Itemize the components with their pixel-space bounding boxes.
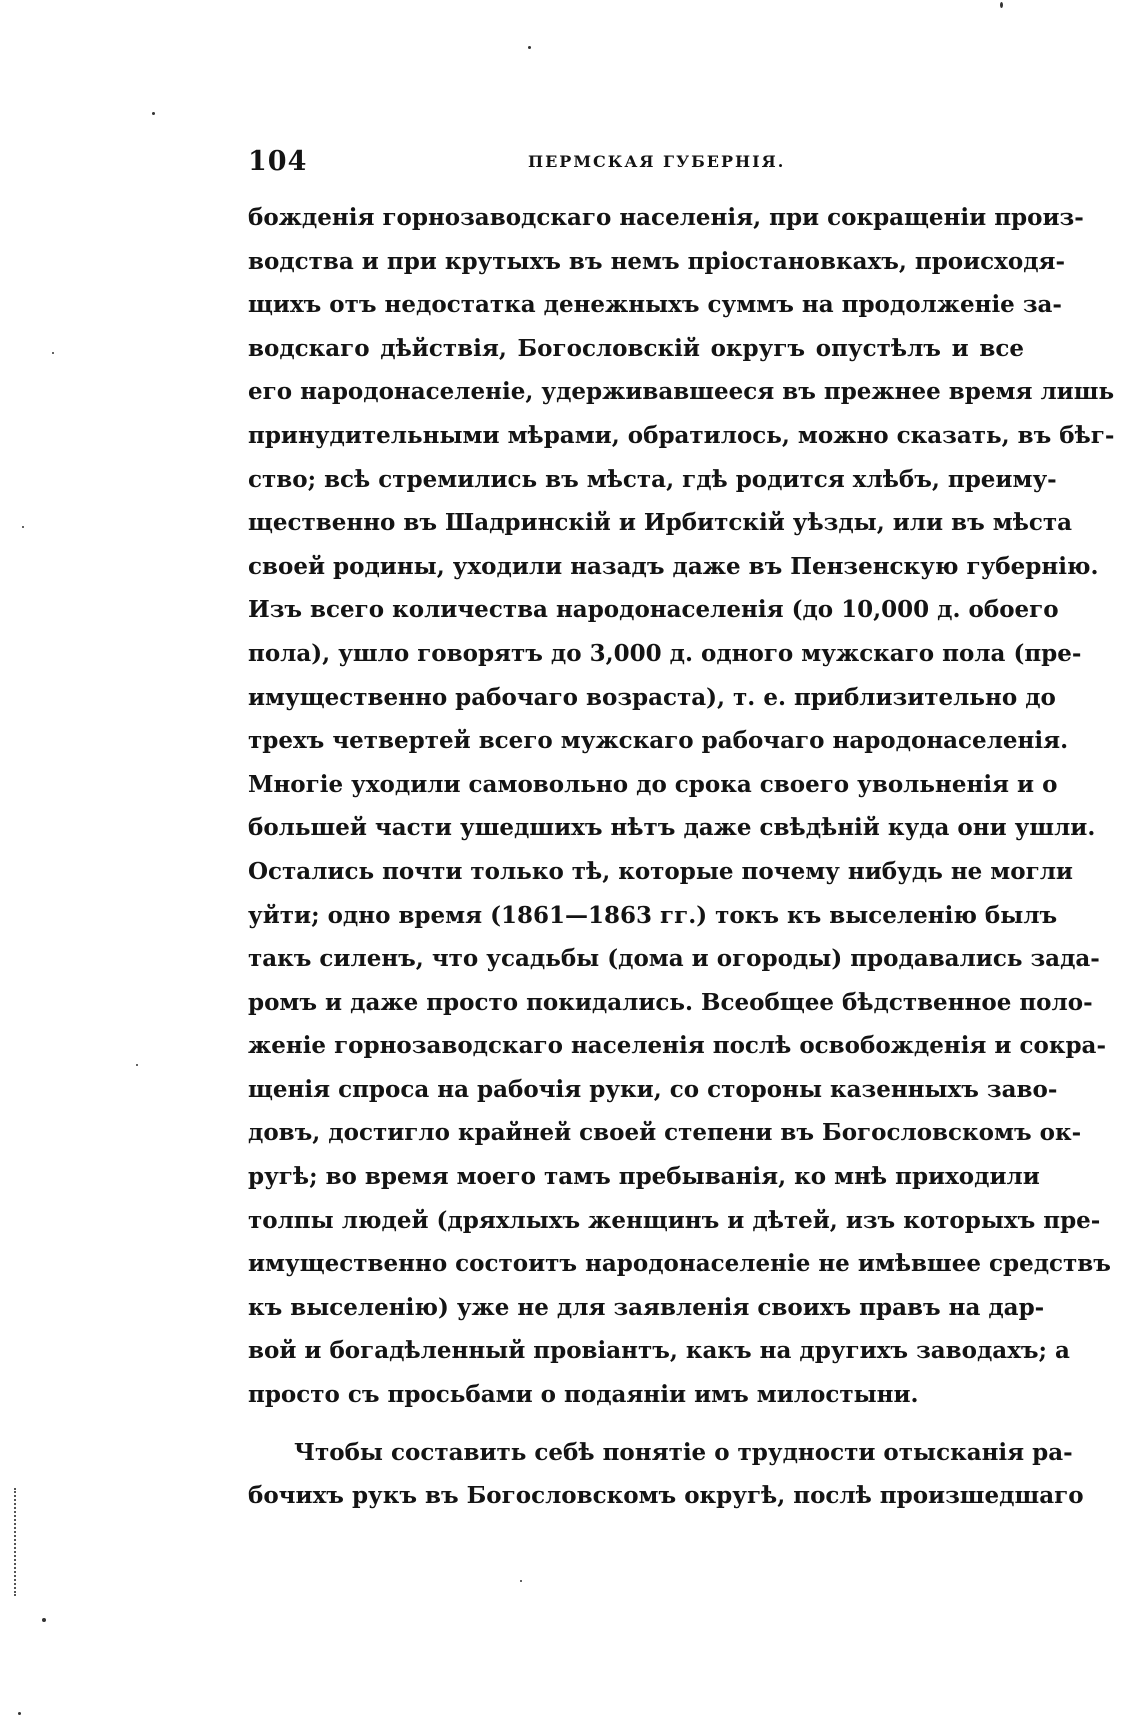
text-line: принудительными мѣрами, обратилось, можно сказать, въ бѣг- — [248, 421, 1115, 449]
paragraph-1 — [248, 196, 1115, 1417]
text-line: большей части ушедшихъ нѣтъ даже свѣдѣній куда они ушли. — [248, 814, 1096, 842]
page-header — [248, 146, 1024, 186]
scan-speck — [520, 1580, 522, 1582]
text-line: толпы людей (дряхлыхъ женщинъ и дѣтей, изъ которыхъ пре- — [248, 1206, 1101, 1234]
paragraph-2 — [248, 1431, 1084, 1518]
text-line: Многіе уходили самовольно до срока своего увольненія и о — [248, 770, 1058, 798]
text-line: имущественно состоитъ народонаселеніе не имѣвшее средствъ — [248, 1250, 1111, 1278]
text-line: имущественно рабочаго возраста), т. е. приблизительно до — [248, 683, 1056, 711]
scan-speck — [18, 1712, 21, 1715]
running-head: ПЕРМСКАЯ ГУБЕРНІЯ. — [528, 152, 786, 171]
text-line: божденія горнозаводскаго населенія, при сокращеніи произ- — [248, 204, 1084, 231]
text-line: бочихъ рукъ въ Богословскомъ округѣ, послѣ произшедшаго — [248, 1482, 1084, 1510]
text-line: довъ, достигло крайней своей степени въ Богословскомъ ок- — [248, 1119, 1082, 1147]
text-line: женіе горнозаводскаго населенія послѣ освобожденія и сокра- — [248, 1032, 1106, 1060]
text-line: пола), ушло говорятъ до 3,000 д. одного мужскаго пола (пре- — [248, 639, 1082, 667]
text-line: Остались почти только тѣ, которые почему нибудь не могли — [248, 857, 1073, 885]
body-text — [248, 196, 1115, 1518]
text-line: своей родины, уходили назадъ даже въ Пензенскую губернію. — [248, 552, 1099, 580]
scan-speck — [52, 352, 54, 354]
text-line: водскаго дѣйствія, Богословскій округъ опустѣлъ и все — [248, 334, 1024, 362]
text-line: къ выселенію) уже не для заявленія своихъ правъ на дар- — [248, 1293, 1045, 1321]
scan-edge-mark — [14, 1488, 20, 1596]
text-line: щенія спроса на рабочія руки, со стороны казенныхъ заво- — [248, 1075, 1058, 1103]
scan-speck — [528, 46, 531, 49]
text-line: щественно въ Шадринскій и Ирбитскій уѣзды, или въ мѣста — [248, 509, 1073, 537]
paragraph-gap — [248, 1417, 1024, 1431]
scan-speck — [42, 1618, 46, 1622]
text-line: ство; всѣ стремились въ мѣста, гдѣ родится хлѣбъ, преиму- — [248, 465, 1057, 493]
text-line: его народонаселеніе, удерживавшееся въ прежнее время лишь — [248, 378, 1115, 406]
page-number: 104 — [248, 146, 308, 177]
text-line: ругѣ; во время моего тамъ пребыванія, ко мнѣ приходили — [248, 1163, 1040, 1191]
text-line: просто съ просьбами о подаяніи имъ милостыни. — [248, 1381, 919, 1409]
scan-speck — [1000, 2, 1003, 8]
text-line: водства и при крутыхъ въ немъ пріостановкахъ, происходя- — [248, 247, 1066, 275]
text-line: трехъ четвертей всего мужскаго рабочаго народонаселенія. — [248, 727, 1069, 755]
text-line: Чтобы составить себѣ понятіе о трудности отысканія ра- — [294, 1438, 1073, 1466]
text-line: вой и богадѣленный провіантъ, какъ на другихъ заводахъ; а — [248, 1337, 1070, 1365]
text-line: ромъ и даже просто покидались. Всеобщее бѣдственное поло- — [248, 988, 1093, 1016]
scan-speck — [22, 526, 24, 528]
text-line: такъ силенъ, что усадьбы (дома и огороды) продавались зада- — [248, 945, 1100, 973]
scan-speck — [152, 112, 155, 115]
scan-speck — [136, 1064, 138, 1066]
text-line: щихъ отъ недостатка денежныхъ суммъ на продолженіе за- — [248, 291, 1062, 319]
text-line: Изъ всего количества народонаселенія (до 10,000 д. обоего — [248, 596, 1059, 624]
text-line: уйти; одно время (1861—1863 гг.) токъ къ выселенію былъ — [248, 901, 1058, 929]
